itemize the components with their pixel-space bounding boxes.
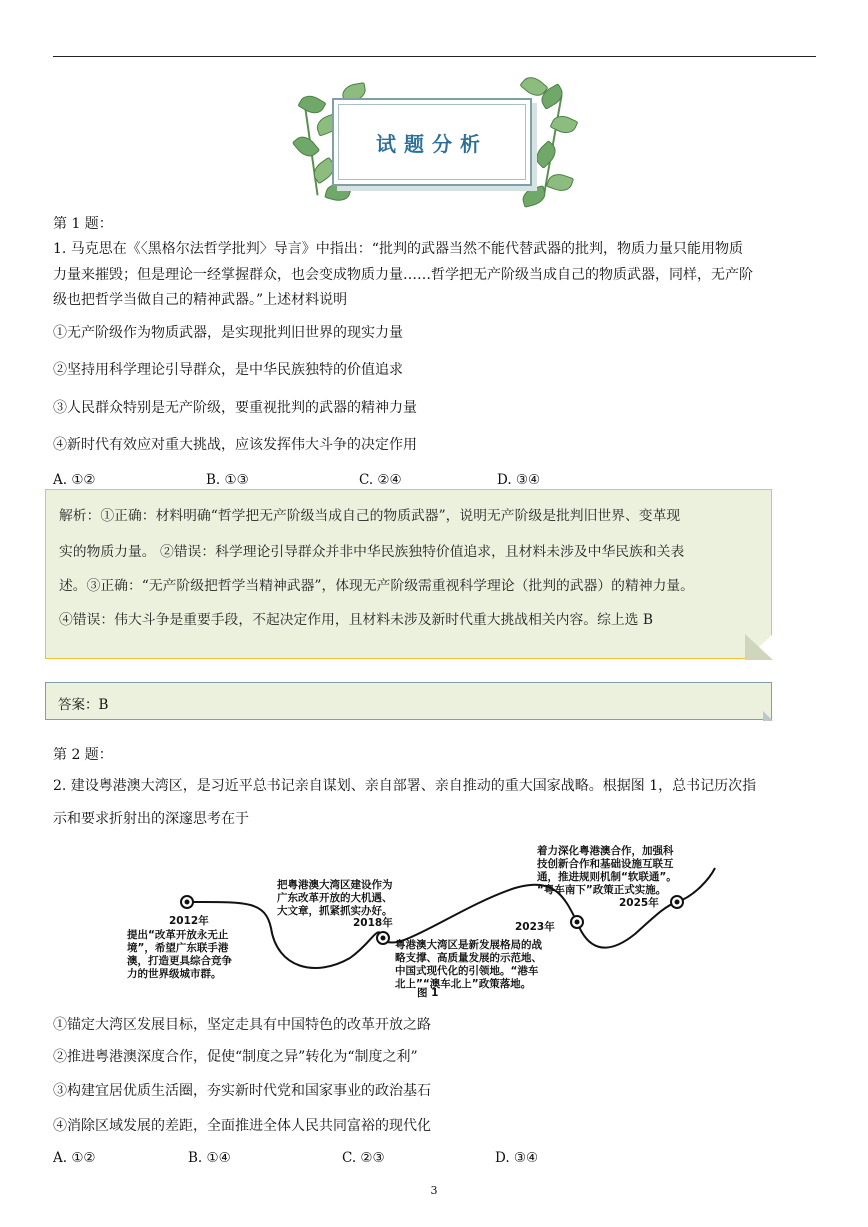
timeline-figure [125, 838, 725, 998]
question-stem-line: 2. 建设粤港澳大湾区，是习近平总书记亲自谋划、亲自部署、亲自推动的重大国家战略。根据图 1，总书记历次指 [53, 778, 757, 794]
timeline-node-dot [675, 900, 680, 905]
year-label-2023: 2023年 [515, 921, 555, 933]
year-label-2012: 2012年 [169, 915, 209, 927]
leaf-decoration [532, 140, 561, 169]
statement: ①锚定大湾区发展目标，坚定走具有中国特色的改革开放之路 [53, 1017, 431, 1033]
answer-corner [763, 711, 773, 721]
note-2012-line: 澳，打造更具综合竞争 [127, 955, 232, 967]
figure-caption: 图 1 [417, 987, 439, 998]
option-a: A. ①② [53, 472, 96, 488]
note-2023-line: 北上”“澳车北上”政策落地。 [395, 978, 532, 990]
timeline-node-dot [185, 900, 190, 905]
note-2023-line: 粤港澳大湾区是新发展格局的战 [395, 939, 542, 951]
option-b: B. ①④ [188, 1150, 231, 1166]
timeline-node-dot [381, 936, 386, 941]
year-label-2018: 2018年 [353, 917, 393, 929]
question-heading: 第 2 题： [53, 747, 113, 763]
option-b: B. ①③ [206, 472, 249, 488]
timeline-node-dot [575, 920, 580, 925]
question-stem-line: 力量来摧毁；但是理论一经掌握群众，也会变成物质力量……哲学把无产阶级当成自己的物质武器，同样，无产阶 [53, 267, 753, 283]
title-frame [332, 98, 532, 186]
answer-box [45, 682, 772, 720]
question-stem-line: 1. 马克思在《〈黑格尔法哲学批判〉导言》中指出：“批判的武器当然不能代替武器的批判，物质力量只能用物质 [53, 241, 743, 257]
note-2018-line: 广东改革开放的大机遇、 [277, 892, 393, 904]
leaf-decoration [292, 132, 320, 161]
section-title: 试题分析 [376, 131, 488, 156]
page-number: 3 [430, 1184, 438, 1197]
leaf-decoration [297, 91, 326, 118]
leaf-decoration [520, 185, 548, 208]
note-2023-line: 略支撑、高质量发展的示范地、 [395, 952, 542, 964]
option-c: C. ②④ [359, 472, 402, 488]
analysis-line: 述。③正确：“无产阶级把哲学当精神武器”，体现无产阶级需重视科学理论（批判的武器）的精神力量。 [59, 578, 694, 594]
question-stem-line: 级也把哲学当做自己的精神武器。”上述材料说明 [53, 292, 348, 308]
option-d: D. ③④ [495, 1150, 539, 1166]
statement: ④消除区域发展的差距，全面推进全体人民共同富裕的现代化 [53, 1118, 431, 1134]
note-2025-line: 技创新合作和基础设施互联互 [537, 858, 674, 870]
statement: ②坚持用科学理论引导群众，是中华民族独特的价值追求 [53, 362, 403, 378]
option-d: D. ③④ [497, 472, 541, 488]
note-2012-line: 境”，希望广东联手港 [127, 942, 229, 954]
question-heading: 第 1 题： [53, 216, 113, 232]
note-2018-line: 把粤港澳大湾区建设作为 [277, 879, 393, 891]
statement: ②推进粤港澳深度合作，促使“制度之异”转化为“制度之利” [53, 1049, 418, 1065]
section-title-banner [290, 76, 578, 210]
option-a: A. ①② [53, 1150, 96, 1166]
statement: ④新时代有效应对重大挑战，应该发挥伟大斗争的决定作用 [53, 437, 417, 453]
note-2012-line: 力的世界级城市群。 [127, 968, 222, 980]
analysis-line: ④错误：伟大斗争是重要手段，不起决定作用，且材料未涉及新时代重大挑战相关内容。综上选 B [59, 612, 653, 628]
note-2025-line: “粤车南下”政策正式实施。 [537, 884, 667, 896]
statement: ③构建宜居优质生活圈，夯实新时代党和国家事业的政治基石 [53, 1083, 431, 1099]
header-rule [53, 56, 816, 57]
analysis-box [45, 489, 772, 659]
note-2025-line: 通，推进规则机制“软联通”。 [537, 871, 677, 883]
note-2018-line: 大文章，抓紧抓实办好。 [277, 905, 393, 917]
timeline-graphic [125, 838, 725, 998]
analysis-line: 实的物质力量。 ②错误：科学理论引导群众并非中华民族独特价值追求，且材料未涉及中华民族和关表 [59, 544, 685, 560]
note-2025-line: 着力深化粤港澳合作，加强科 [537, 845, 674, 857]
statement: ③人民群众特别是无产阶级，要重视批判的武器的精神力量 [53, 400, 417, 416]
question-stem-line: 示和要求折射出的深邃思考在于 [53, 811, 249, 827]
leaf-decoration [546, 170, 574, 194]
note-2012-line: 提出“改革开放永无止 [127, 929, 229, 941]
answer-text: 答案：B [58, 697, 109, 713]
year-label-2025: 2025年 [619, 897, 659, 909]
page-curl-shadow [745, 634, 773, 660]
analysis-line: 解析：①正确：材料明确“哲学把无产阶级当成自己的物质武器”，说明无产阶级是批判旧世界、变革现 [59, 508, 681, 524]
note-2023-line: 中国式现代化的引领地。“港车 [395, 965, 539, 977]
statement: ①无产阶级作为物质武器，是实现批判旧世界的现实力量 [53, 325, 403, 341]
option-c: C. ②③ [342, 1150, 385, 1166]
